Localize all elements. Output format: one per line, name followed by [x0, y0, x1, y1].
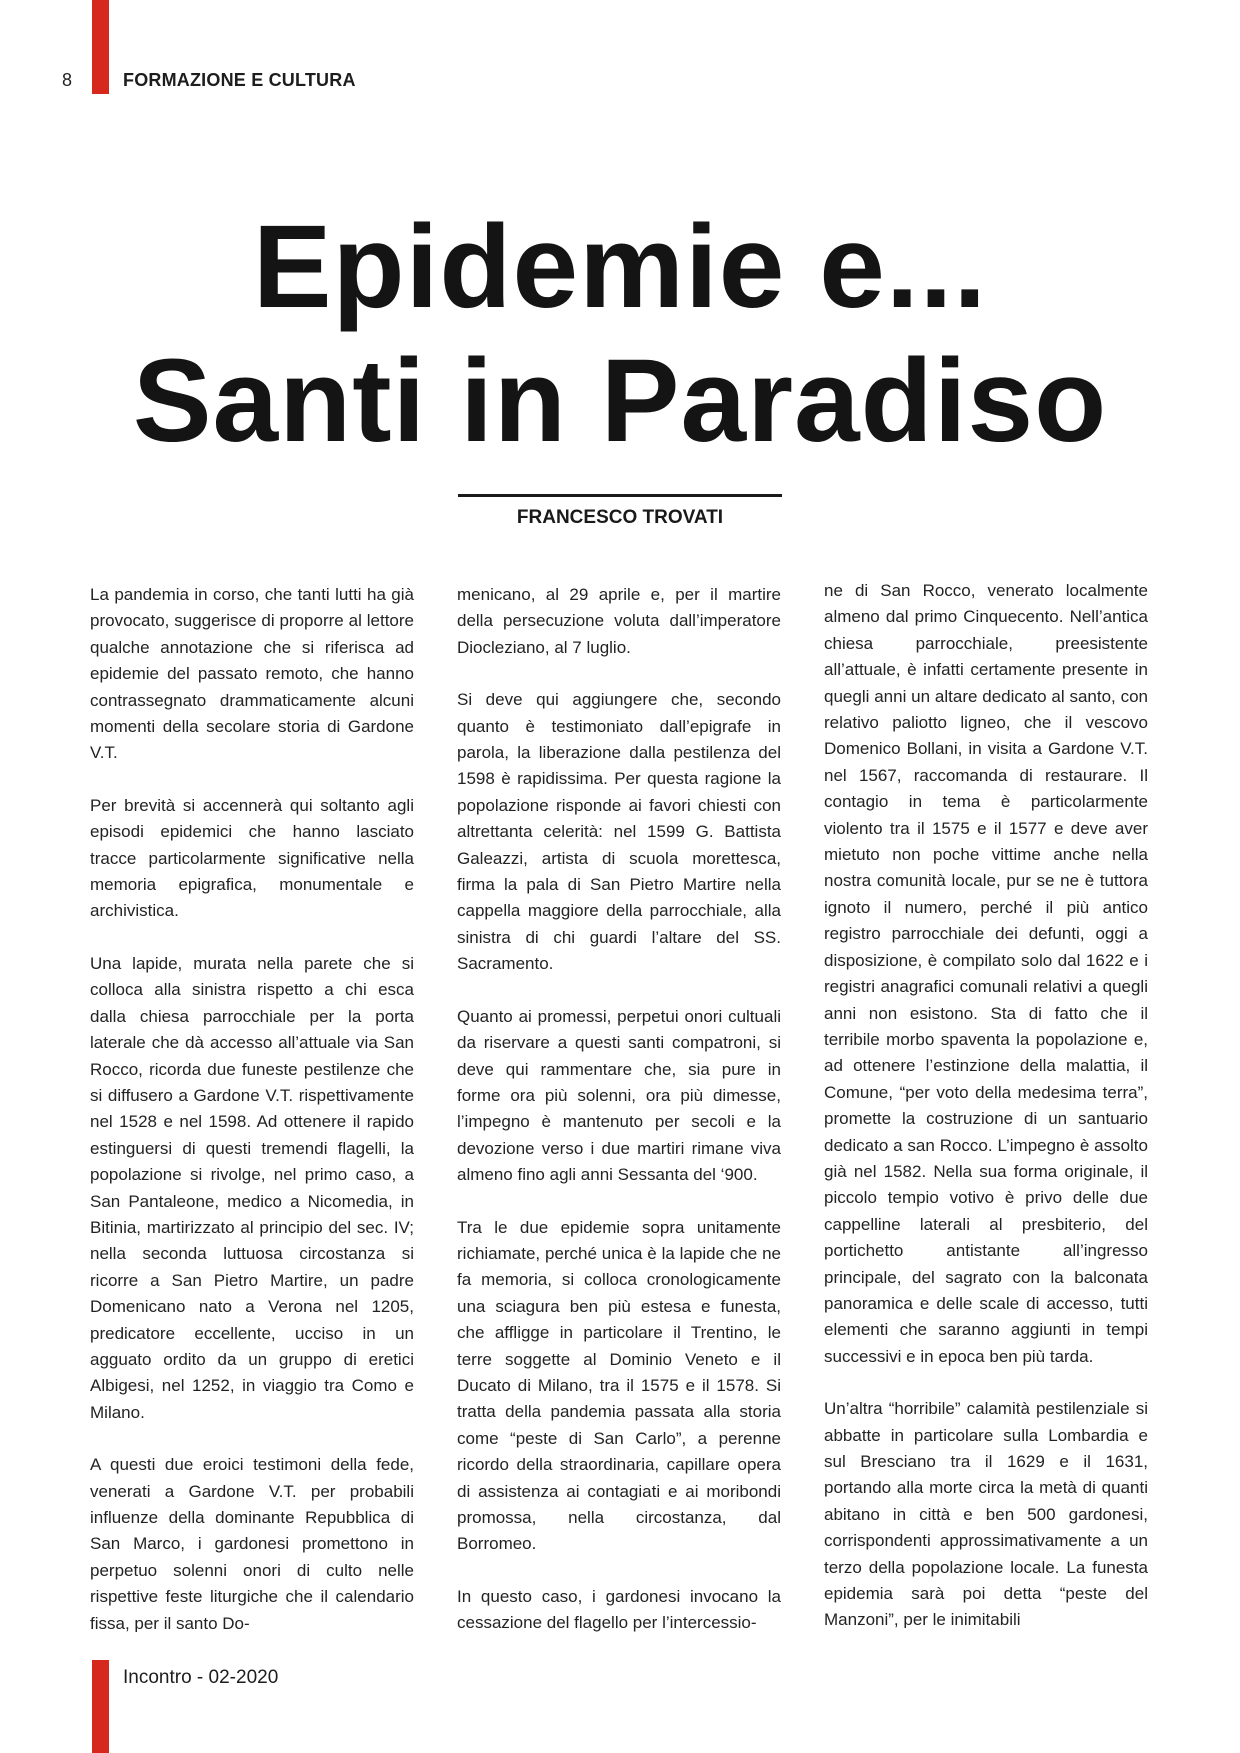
paragraph: A questi due eroici testimoni della fede, venerati a Gardone V.T. per probabili influenze della dominante Repubblica di San Marco, i gardonesi promettono in perpetuo solenni onori di culto nelle rispettive feste liturgiche che il calendario fissa, per il santo Do-: [90, 1455, 414, 1632]
paragraph: Tra le due epidemie sopra unitamente richiamate, perché unica è la lapide che ne fa memoria, si colloca cronologicamente una sciagura ben più estesa e funesta, che affligge in particolare il Trentino, le terre soggette al Dominio Veneto e il Ducato di Milano, tra il 1575 e il 1578. Si tratta della pandemia passata alla storia come “peste di San Carlo”, a perenne ricordo della straordinaria, capillare opera di assistenza ai contagiati e ai moribondi promossa, nella circostanza, dal Borromeo.: [457, 1217, 781, 1554]
text-column-2: [457, 582, 781, 1632]
footer-publication: Incontro - 02-2020: [123, 1667, 279, 1688]
title-line-1: Epidemie e...: [252, 201, 988, 333]
article-title: [0, 200, 1240, 468]
paragraph: Si deve qui aggiungere che, secondo quanto è testimoniato dall’epigrafe in parola, la liberazione dalla pestilenza del 1598 è rapidissima. Per questa ragione la popolazione risponde ai favori chiesti con altrettanta celerità: nel 1599 G. Battista Galeazzi, artista di scuola morettesca, firma la pala di San Pietro Martire nella cappella maggiore della parrocchiale, alla sinistra di chi guardi l’altare del SS. Sacramento.: [457, 690, 781, 974]
paragraph: In questo caso, i gardonesi invocano la cessazione del flagello per l’intercessio-: [457, 1586, 781, 1632]
paragraph: menicano, al 29 aprile e, per il martire della persecuzione voluta dall’imperatore Diocleziano, al 7 luglio.: [457, 585, 781, 657]
paragraph: Una lapide, murata nella parete che si colloca alla sinistra rispetto a chi esca dalla chiesa parrocchiale per la porta laterale che dà accesso all’attuale via San Rocco, ricorda due funeste pestilenze che si diffusero a Gardone V.T. rispettivamente nel 1528 e nel 1598. Ad ottenere il rapido estinguersi di questi tremendi flagelli, la popolazione si rivolge, nel primo caso, a San Pantaleone, medico a Nicomedia, in Bitinia, martirizzato al principio del sec. IV; nella seconda luttuosa circostanza si ricorre a San Pietro Martire, un padre Domenicano nato a Verona nel 1205, predicatore eccellente, ucciso in un agguato ordito da un gruppo di eretici Albigesi, nel 1252, in viaggio tra Como e Milano.: [90, 953, 414, 1422]
footer-accent-bar: [92, 1660, 109, 1753]
title-line-2: Santi in Paradiso: [132, 335, 1108, 467]
paragraph: Quanto ai promessi, perpetui onori cultuali da riservare a questi santi compatroni, si deve qui rammentare che, sia pure in forme ora più solenni, ora più dimesse, l’impegno è mantenuto per secoli e la devozione verso i due martiri rimane viva almeno fino agli anni Sessanta del ‘900.: [457, 1006, 781, 1185]
paragraph: ne di San Rocco, venerato localmente almeno dal primo Cinquecento. Nell’antica chiesa parrocchiale, preesistente all’attuale, è infatti certamente presente in quegli anni un altare dedicato al santo, con relativo paliotto ligneo, che il vescovo Domenico Bollani, in visita a Gardone V.T. nel 1567, raccomanda di restaurare. Il contagio in tema è particolarmente violento tra il 1575 e il 1577 e deve aver mietuto non poche vittime anche nella nostra comunità locale, pur se ne è tuttora ignoto il numero, perché il più antico registro parrocchiale dei defunti, oggi a disposizione, è compilato solo dal 1622 e i registri anagrafici comunali relativi a quegli anni non esistono. Sta di fatto che il terribile morbo spaventa la popolazione e, ad ottenere l’estinzione della malattia, il Comune, “per voto della medesima terra”, promette la costruzione di un santuario dedicato a san Rocco. L’impegno è assolto già nel 1582. Nella sua forma originale, il piccolo tempio votivo è privo delle due cappelline laterali al presbiterio, del portichetto antistante all’ingresso principale, del sagrato con la balconata panoramica e delle scale di accesso, tutti elementi che saranno aggiunti in tempi successivi e in epoca ben più tarda.: [824, 581, 1148, 1366]
text-column-3: [824, 578, 1148, 1628]
header-accent-bar: [92, 0, 109, 94]
author-divider: [458, 494, 782, 497]
paragraph: Un’altra “horribile” calamità pestilenziale si abbatte in particolare sulla Lombardia e sul Bresciano tra il 1629 e il 1631, portando alla morte circa la metà di quanti abitano in città e ben 500 gardonesi, corrispondenti approssimativamente a un terzo della popolazione locale. La funesta epidemia sarà poi detta “peste del Manzoni”, per le inimitabili: [824, 1399, 1148, 1628]
section-label: FORMAZIONE E CULTURA: [123, 70, 356, 90]
paragraph: Per brevità si accennerà qui soltanto agli episodi epidemici che hanno lasciato tracce particolarmente significative nella memoria epigrafica, monumentale e archivistica.: [90, 795, 414, 921]
author-byline: FRANCESCO TROVATI: [516, 507, 724, 528]
text-column-1: [90, 582, 414, 1632]
paragraph: La pandemia in corso, che tanti lutti ha già provocato, suggerisce di proporre al lettore qualche annotazione che si riferisca ad epidemie del passato remoto, che hanno contrassegnato drammaticamente alcuni momenti della secolare storia di Gardone V.T.: [90, 585, 414, 763]
page-number: 8: [62, 70, 73, 90]
